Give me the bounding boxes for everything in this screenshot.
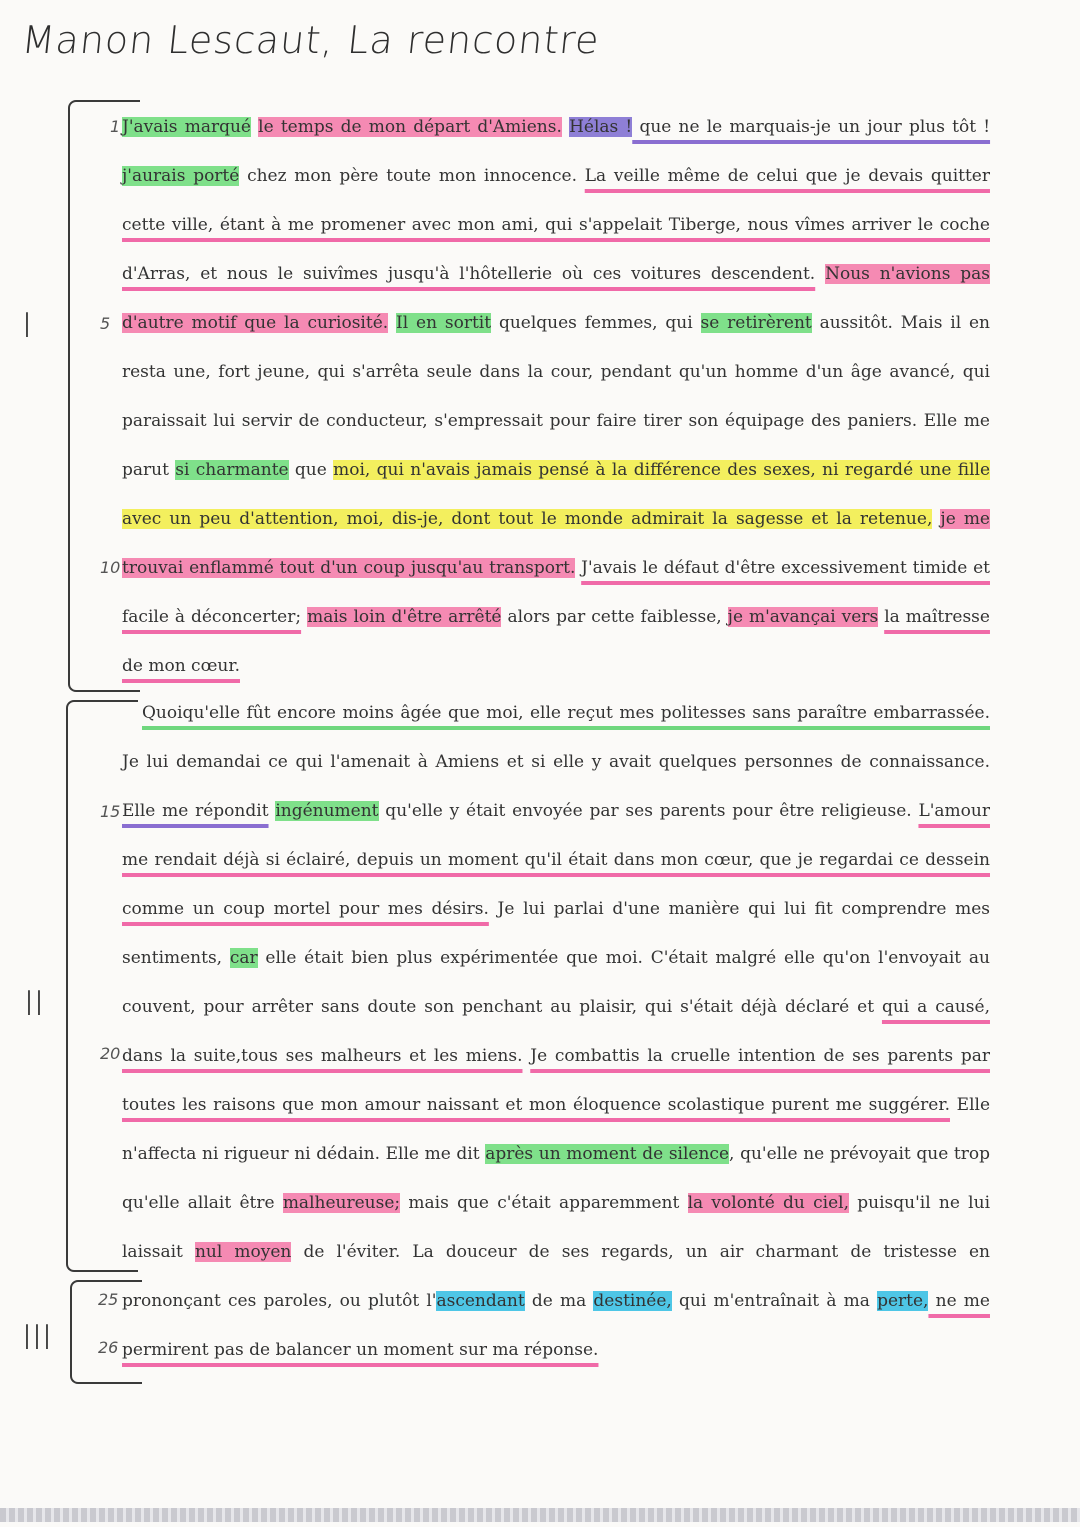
underlined-text: la maîtresse de mon cœur. bbox=[122, 607, 990, 676]
text-segment: alors par cette faiblesse, bbox=[501, 607, 728, 627]
text-segment: qu'elle y était envoyée par ses parents pour être religieuse. bbox=[378, 801, 919, 821]
underlined-text: qui a causé, dans la suite,tous ses malheurs et les miens. bbox=[122, 997, 990, 1066]
highlighted-text: j'aurais porté bbox=[122, 166, 240, 186]
text-segment: de l'éviter. La douceur de ses regards, un air charmant de tristesse en prononçant ces paroles, ou plutôt l' bbox=[122, 1242, 991, 1311]
highlighted-text: le temps de mon départ d'Amiens. bbox=[258, 117, 562, 137]
text-segment: qui m'entraînait à ma bbox=[671, 1291, 878, 1311]
highlighted-text: je me trouvai enflammé tout d'un coup jusqu'au transport. bbox=[122, 509, 990, 578]
highlighted-text: la volonté du ciel, bbox=[687, 1193, 849, 1213]
line-number: 10 bbox=[100, 558, 121, 577]
highlighted-text: perte, bbox=[877, 1291, 929, 1311]
text-segment: que bbox=[288, 460, 334, 480]
underlined-text: La veille même de celui que je devais quitter cette ville, étant à me promener avec mon ami, qui s'appelait Tiberge, nous vîmes arriver le coche d'Arras, et nous le suivîmes jusqu'à l'hôtellerie où ces voitures descendent. bbox=[122, 166, 990, 284]
highlighted-text: destinée, bbox=[593, 1291, 672, 1311]
line-number: 15 bbox=[100, 802, 121, 821]
page-edge-strip bbox=[0, 1508, 1080, 1522]
line-number: 5 bbox=[100, 314, 111, 333]
text-segment: puisqu'il ne lui laissait bbox=[122, 1193, 991, 1262]
highlighted-text: car bbox=[229, 948, 258, 968]
line-number: 1 bbox=[110, 117, 121, 136]
highlighted-text: nul moyen bbox=[194, 1242, 292, 1262]
highlighted-text: ingénument bbox=[275, 801, 379, 821]
highlighted-text: ascendant bbox=[436, 1291, 525, 1311]
underlined-text: Quoiqu'elle fût encore moins âgée que moi, elle reçut mes politesses sans paraître embarrassée. bbox=[142, 703, 990, 723]
underlined-text: que ne le marquais-je un jour plus tôt ! bbox=[632, 117, 991, 137]
section-label-1: I bbox=[22, 306, 33, 346]
text-segment: chez mon père toute mon innocence. bbox=[239, 166, 585, 186]
highlighted-text: Hélas ! bbox=[569, 117, 633, 137]
underlined-text: L'amour me rendait déjà si éclairé, depuis un moment qu'il était dans mon cœur, que je regardai ce dessein comme un coup mortel pour mes désirs. bbox=[122, 801, 990, 919]
underlined-text: J'avais le défaut d'être excessivement timide et facile à déconcerter; bbox=[122, 558, 990, 627]
text-segment: elle était bien plus expérimentée que moi. C'était malgré elle qu'on l'envoyait au couvent, pour arrêter sans doute son penchant au plaisir, qui s'était déjà déclaré et bbox=[122, 948, 990, 1017]
section-label-2: II bbox=[24, 984, 45, 1024]
line-number: 20 bbox=[100, 1044, 121, 1063]
highlighted-text: malheureuse; bbox=[282, 1193, 401, 1213]
highlighted-text: se retirèrent bbox=[700, 313, 812, 333]
text-segment: quelques femmes, qui bbox=[491, 313, 701, 333]
underlined-text: ne me permirent pas de balancer un moment sur ma réponse. bbox=[122, 1291, 990, 1360]
highlighted-text: mais loin d'être arrêté bbox=[307, 607, 502, 627]
paragraph-2 bbox=[122, 689, 990, 1375]
line-number: 26 bbox=[98, 1338, 119, 1357]
page-title: Manon Lescaut, La rencontre bbox=[19, 18, 602, 62]
text-segment bbox=[388, 313, 396, 333]
highlighted-text: moi, qui n'avais jamais pensé à la différence des sexes, ni regardé une fille avec un peu d'attention, moi, dis-je, dont tout le monde admirait la sagesse et la retenue, bbox=[122, 460, 991, 529]
highlighted-text: J'avais marqué bbox=[122, 117, 251, 137]
text-segment: Je lui parlai d'une manière qui lui fit comprendre mes sentiments, bbox=[122, 899, 990, 968]
text-segment: Elle n'affecta ni rigueur ni dédain. Elle me dit bbox=[122, 1095, 991, 1164]
section-label-3: III bbox=[22, 1318, 53, 1358]
text-segment: mais que c'était apparemment bbox=[400, 1193, 688, 1213]
underlined-text: Je combattis la cruelle intention de ses parents par toutes les raisons que mon amour naissant et mon éloquence scolastique purent me suggérer. bbox=[122, 1046, 990, 1115]
paragraph-1 bbox=[122, 103, 990, 691]
highlighted-text: Nous n'avions pas d'autre motif que la curiosité. bbox=[122, 264, 990, 333]
text-segment: de ma bbox=[524, 1291, 594, 1311]
text-segment: aussitôt. Mais il en resta une, fort jeune, qui s'arrêta seule dans la cour, pendant qu'un homme d'un âge avancé, qui paraissait lui servir de conducteur, s'empressait pour faire tirer son équipage des paniers. Elle me parut bbox=[122, 313, 991, 480]
highlighted-text: après un moment de silence bbox=[485, 1144, 730, 1164]
text-segment: Je lui demandai ce qui l'amenait à Amiens et si elle y avait quelques personnes de connaissance. bbox=[122, 752, 990, 772]
text-segment bbox=[562, 117, 569, 137]
text-segment bbox=[815, 264, 825, 284]
text-segment: , qu'elle ne prévoyait que trop qu'elle allait être bbox=[122, 1144, 991, 1213]
highlighted-text: je m'avançai vers bbox=[727, 607, 879, 627]
highlighted-text: si charmante bbox=[175, 460, 289, 480]
highlighted-text: Il en sortit bbox=[396, 313, 492, 333]
underlined-text: Elle me répondit bbox=[122, 801, 269, 821]
line-number: 25 bbox=[98, 1290, 119, 1309]
